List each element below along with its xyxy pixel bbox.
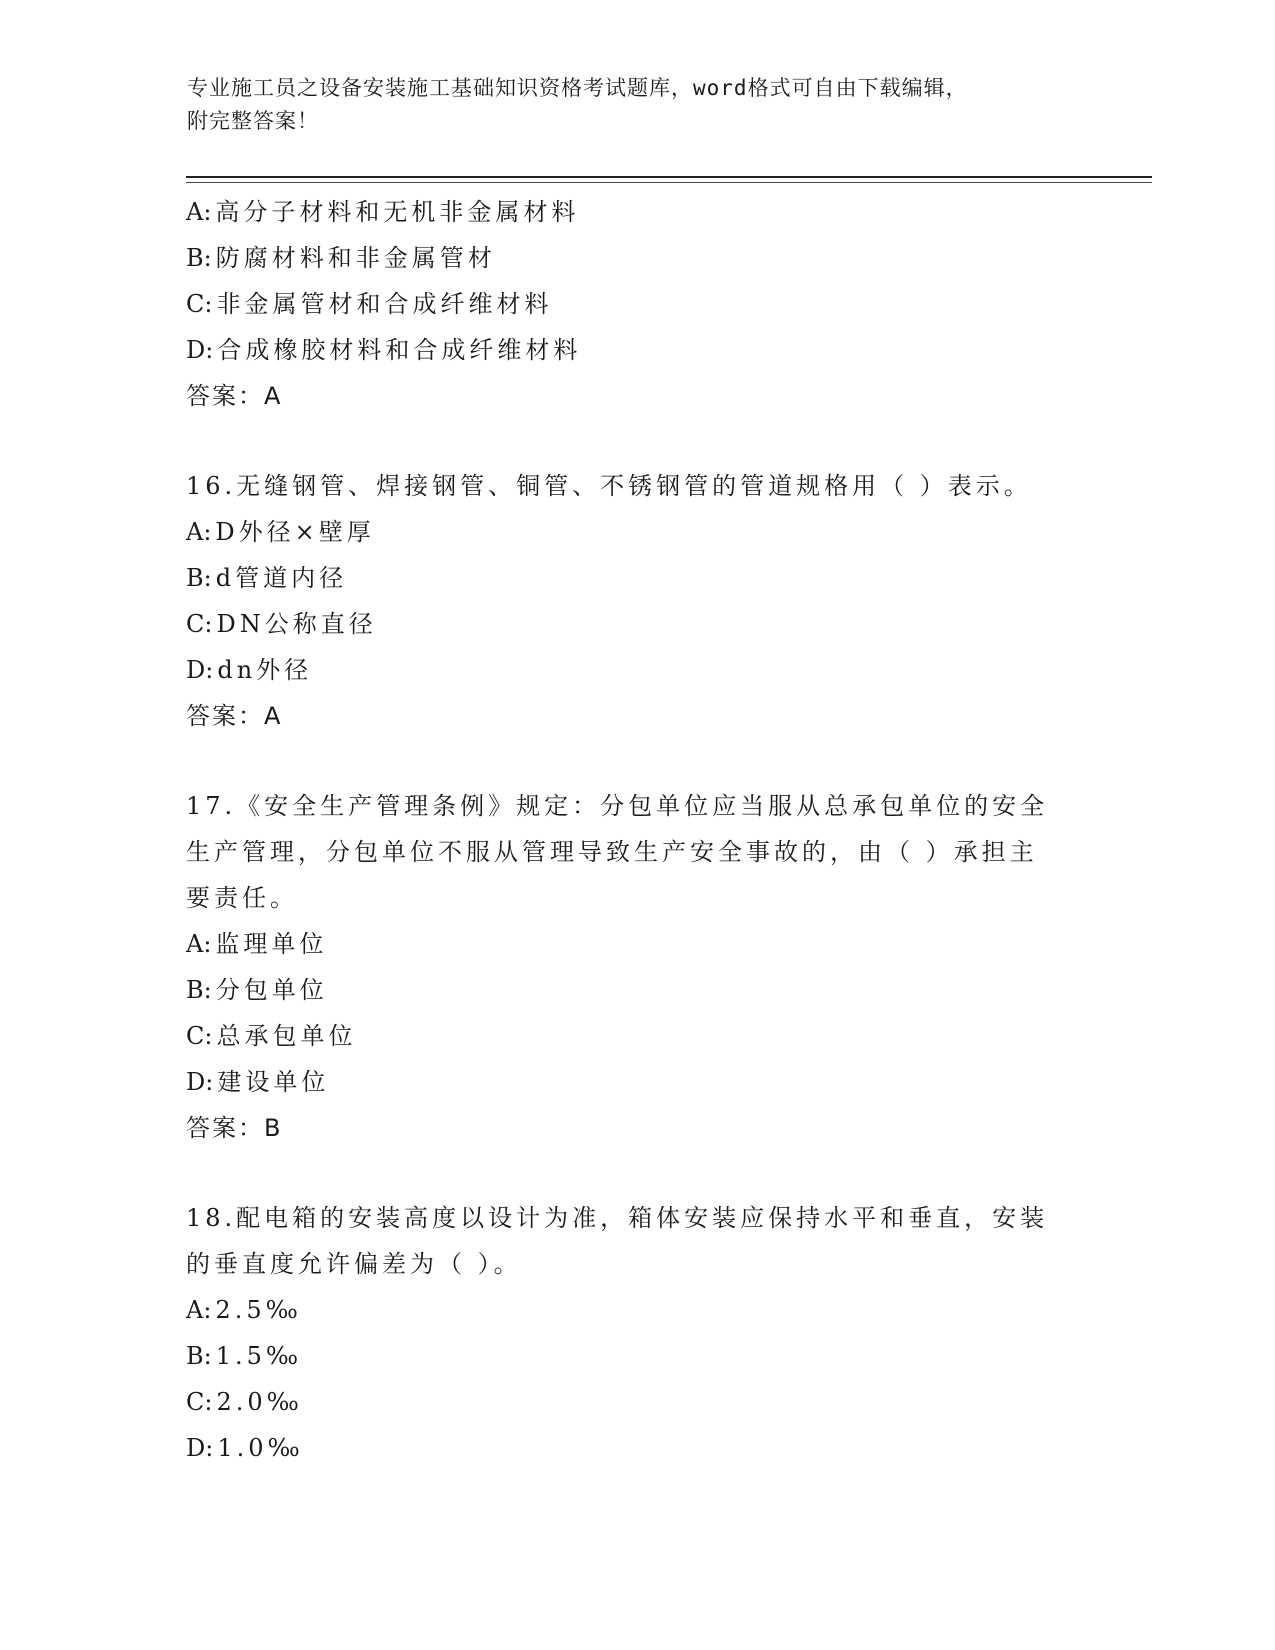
spacer <box>186 1151 1086 1195</box>
option-d: D: 合成橡胶材料和合成纤维材料 <box>186 336 582 364</box>
question-18-block <box>186 1195 1086 1471</box>
answer-line: 答案：A <box>186 382 283 410</box>
question-text-line-3: 要责任。 <box>186 884 298 912</box>
question-content <box>186 189 1086 1471</box>
option-a: A: 高分子材料和无机非金属材料 <box>186 198 580 226</box>
spacer <box>186 419 1086 463</box>
question-text-line-2: 生产管理，分包单位不服从管理导致生产安全事故的，由（ ）承担主 <box>186 838 1038 866</box>
option-c: C: 总承包单位 <box>186 1022 357 1050</box>
question-text-line-1: 17.《安全生产管理条例》规定：分包单位应当服从总承包单位的安全 <box>186 792 1049 820</box>
answer-line: 答案：B <box>186 1114 283 1142</box>
option-b: B: d管道内径 <box>186 564 348 592</box>
question-text-line-1: 18.配电箱的安装高度以设计为准，箱体安装应保持水平和垂直，安装 <box>186 1204 1049 1232</box>
option-b: B: 防腐材料和非金属管材 <box>186 244 496 272</box>
question-15-block <box>186 189 1086 419</box>
question-text-line-2: 的垂直度允许偏差为（ ）。 <box>186 1250 522 1278</box>
option-b: B: 1.5‰ <box>186 1342 303 1370</box>
option-c: C: 非金属管材和合成纤维材料 <box>186 290 553 318</box>
question-17-block <box>186 783 1086 1151</box>
question-text: 16.无缝钢管、焊接钢管、铜管、不锈钢管的管道规格用（ ）表示。 <box>186 472 1032 500</box>
option-a: A: 监理单位 <box>186 930 328 958</box>
header-divider-thick <box>186 176 1152 178</box>
document-header <box>187 72 1067 138</box>
option-d: D: 建设单位 <box>186 1068 330 1096</box>
option-d: D: 1.0‰ <box>186 1434 304 1462</box>
option-c: C: DN公称直径 <box>186 610 377 638</box>
header-divider-thin <box>186 182 1152 183</box>
header-line-2: 附完整答案！ <box>187 109 319 133</box>
spacer <box>186 739 1086 783</box>
option-c: C: 2.0‰ <box>186 1388 303 1416</box>
option-a: A: 2.5‰ <box>186 1296 302 1324</box>
question-16-block <box>186 463 1086 739</box>
option-b: B: 分包单位 <box>186 976 328 1004</box>
header-line-1: 专业施工员之设备安装施工基础知识资格考试题库，word格式可自由下载编辑， <box>187 76 968 100</box>
option-d: D: dn外径 <box>186 656 313 684</box>
answer-line: 答案：A <box>186 702 283 730</box>
option-a: A: D外径×壁厚 <box>186 518 375 546</box>
